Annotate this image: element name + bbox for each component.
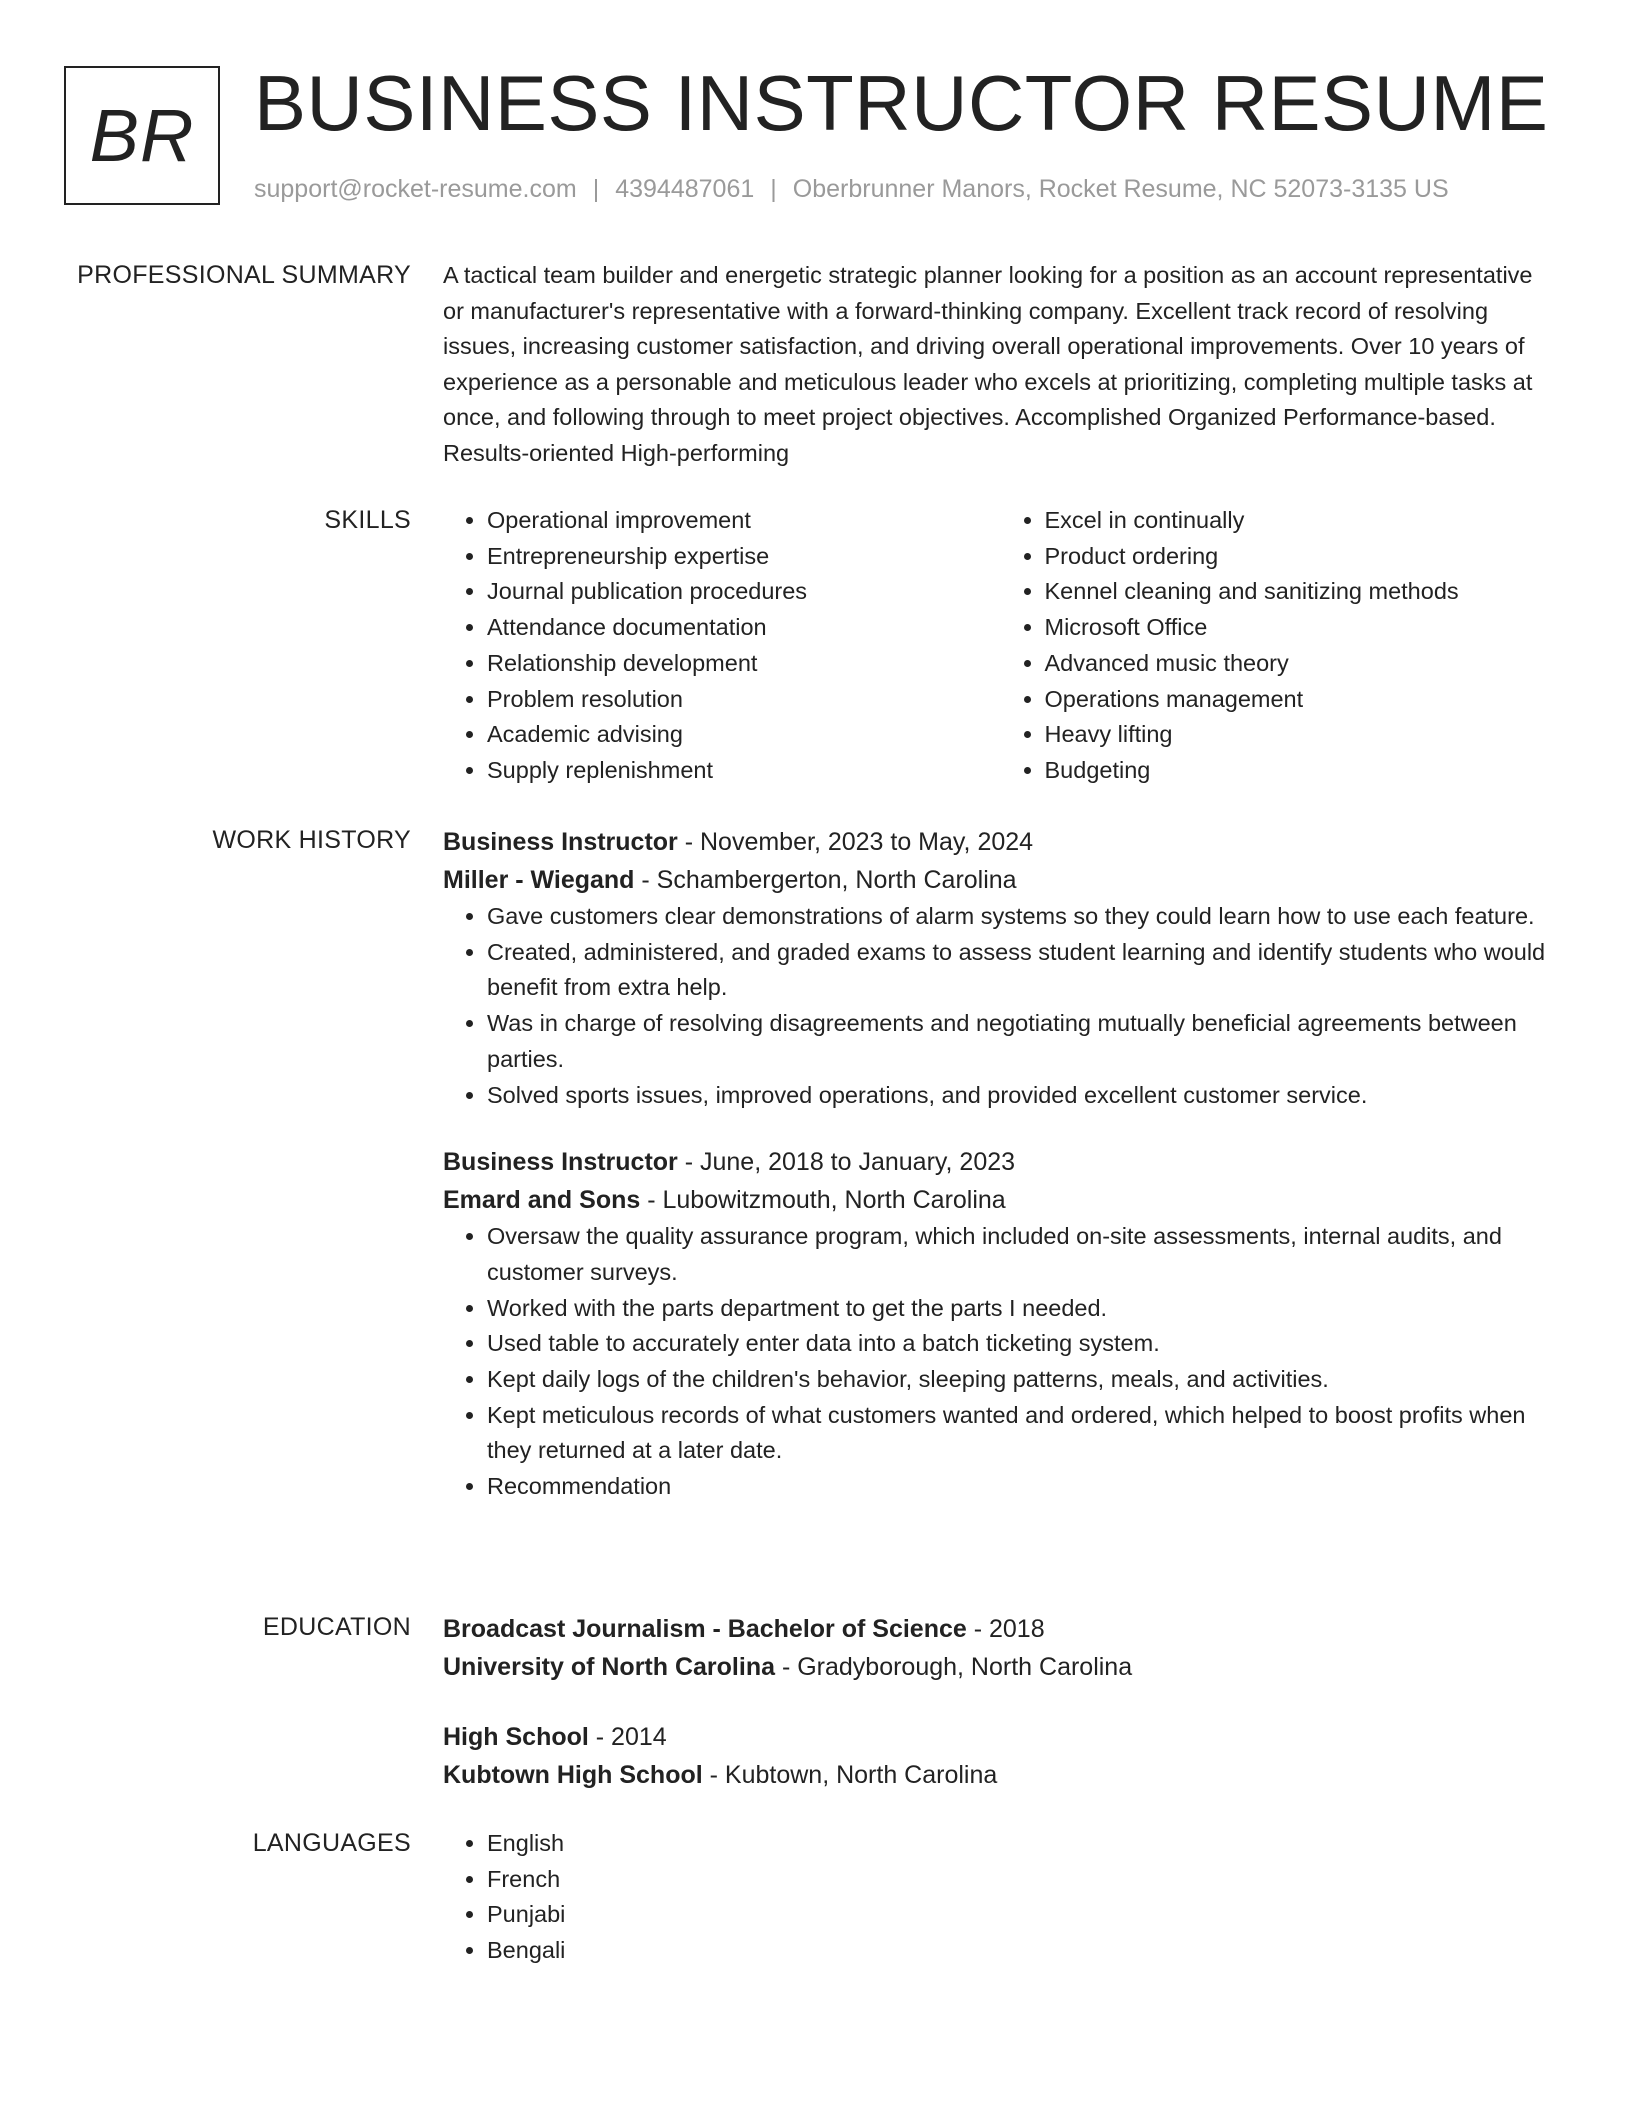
section-title-work: WORK HISTORY <box>212 826 411 854</box>
job-bullet: • Solved sports issues, improved operations, and provided excellent customer service. <box>487 1078 1558 1114</box>
resume-title: BUSINESS INSTRUCTOR RESUME <box>254 59 1549 147</box>
section-title-summary: PROFESSIONAL SUMMARY <box>77 261 411 289</box>
job-bullet: • Kept meticulous records of what customers wanted and ordered, which helped to boost profits when they returned at a later date. <box>487 1398 1558 1469</box>
skill-item: • Heavy lifting <box>1045 717 1559 753</box>
skill-item: • Academic advising <box>487 717 1001 753</box>
job-bullet: • Kept daily logs of the children's behavior, sleeping patterns, meals, and activities. <box>487 1362 1558 1398</box>
contact-address: Oberbrunner Manors, Rocket Resume, NC 52073-3135 US <box>792 175 1449 203</box>
section-title-languages: LANGUAGES <box>252 1829 411 1857</box>
education-degree: High School <box>443 1723 589 1751</box>
work-body <box>443 823 1558 1505</box>
skill-item: • Supply replenishment <box>487 753 1001 789</box>
section-title-education: EDUCATION <box>262 1613 411 1641</box>
job-bullet: • Was in charge of resolving disagreements and negotiating mutually beneficial agreements between parties. <box>487 1006 1558 1077</box>
job-bullets <box>443 1219 1558 1505</box>
education-school: University of North Carolina <box>443 1653 775 1681</box>
skill-item: • Microsoft Office <box>1045 610 1559 646</box>
contact-phone: 4394487061 <box>615 175 755 203</box>
language-item: • French <box>487 1862 1558 1898</box>
monogram-initials: BR <box>89 94 195 177</box>
skill-item: • Excel in continually <box>1045 503 1559 539</box>
education-school: Kubtown High School <box>443 1761 703 1789</box>
skill-item: • Kennel cleaning and sanitizing methods <box>1045 574 1559 610</box>
job-company: Miller - Wiegand <box>443 866 635 894</box>
job-entry <box>443 823 1558 1113</box>
job-dates: - June, 2018 to January, 2023 <box>677 1148 1016 1177</box>
job-bullet: • Used table to accurately enter data into a batch ticketing system. <box>487 1326 1558 1362</box>
skills-list-left <box>443 503 1001 789</box>
job-bullets <box>443 899 1558 1113</box>
contact-separator: | <box>592 175 600 203</box>
job-bullet: • Recommendation <box>487 1469 1558 1505</box>
job-company-line <box>443 1181 1558 1219</box>
skill-item: • Relationship development <box>487 646 1001 682</box>
languages-list <box>443 1826 1558 1969</box>
skills-body <box>443 503 1558 789</box>
education-body <box>443 1610 1558 1794</box>
summary-text: A tactical team builder and energetic strategic planner looking for a position as an account representative or manufacturer's representative with a forward-thinking company. Excellent track record of resolving issues, increasing customer satisfaction, and driving overall operational improvements. Over 10 years of experience as a personable and meticulous leader who excels at prioritizing, completing multiple tasks at once, and following through to meet project objectives. Accomplished Organized Performance-based. Results-oriented High-performing <box>443 262 1533 466</box>
job-company: Emard and Sons <box>443 1186 641 1215</box>
job-location: - Lubowitzmouth, North Carolina <box>640 1186 1006 1215</box>
job-bullet: • Created, administered, and graded exams to assess student learning and identify students who would benefit from extra help. <box>487 935 1558 1006</box>
contact-separator: | <box>770 175 777 203</box>
education-school-line <box>443 1756 1558 1794</box>
skill-item: • Operations management <box>1045 682 1559 718</box>
language-item: • Bengali <box>487 1933 1558 1969</box>
summary-body <box>443 258 1558 472</box>
section-title-skills: SKILLS <box>324 506 411 534</box>
education-entry <box>443 1610 1558 1686</box>
job-bullet: • Worked with the parts department to get the parts I needed. <box>487 1291 1558 1327</box>
monogram-box <box>64 66 220 205</box>
skill-item: • Operational improvement <box>487 503 1001 539</box>
education-location: - Gradyborough, North Carolina <box>775 1653 1133 1681</box>
education-year: - 2014 <box>588 1723 667 1751</box>
job-role: Business Instructor <box>443 1148 678 1177</box>
education-location: - Kubtown, North Carolina <box>702 1761 998 1789</box>
job-location: - Schambergerton, North Carolina <box>634 866 1017 894</box>
contact-line <box>254 172 1449 206</box>
skill-item: • Advanced music theory <box>1045 646 1559 682</box>
contact-email: support@rocket-resume.com <box>254 175 577 203</box>
skills-list-right <box>1001 503 1559 789</box>
education-entry <box>443 1718 1558 1794</box>
education-school-line <box>443 1648 1558 1686</box>
languages-body <box>443 1826 1558 1969</box>
job-bullet: • Gave customers clear demonstrations of alarm systems so they could learn how to use each feature. <box>487 899 1558 935</box>
job-title-line <box>443 1143 1558 1181</box>
job-title-line <box>443 823 1558 861</box>
job-dates: - November, 2023 to May, 2024 <box>677 828 1034 856</box>
education-degree: Broadcast Journalism - Bachelor of Science <box>443 1615 967 1643</box>
job-company-line <box>443 861 1558 899</box>
education-year: - 2018 <box>966 1615 1045 1643</box>
skill-item: • Entrepreneurship expertise <box>487 539 1001 575</box>
language-item: • English <box>487 1826 1558 1862</box>
skill-item: • Budgeting <box>1045 753 1559 789</box>
job-role: Business Instructor <box>443 828 678 856</box>
education-degree-line <box>443 1610 1558 1648</box>
skill-item: • Problem resolution <box>487 682 1001 718</box>
job-entry <box>443 1143 1558 1505</box>
skill-item: • Journal publication procedures <box>487 574 1001 610</box>
skill-item: • Product ordering <box>1045 539 1559 575</box>
education-degree-line <box>443 1718 1558 1756</box>
skill-item: • Attendance documentation <box>487 610 1001 646</box>
job-bullet: • Oversaw the quality assurance program, which included on-site assessments, internal audits, and customer surveys. <box>487 1219 1558 1290</box>
language-item: • Punjabi <box>487 1897 1558 1933</box>
